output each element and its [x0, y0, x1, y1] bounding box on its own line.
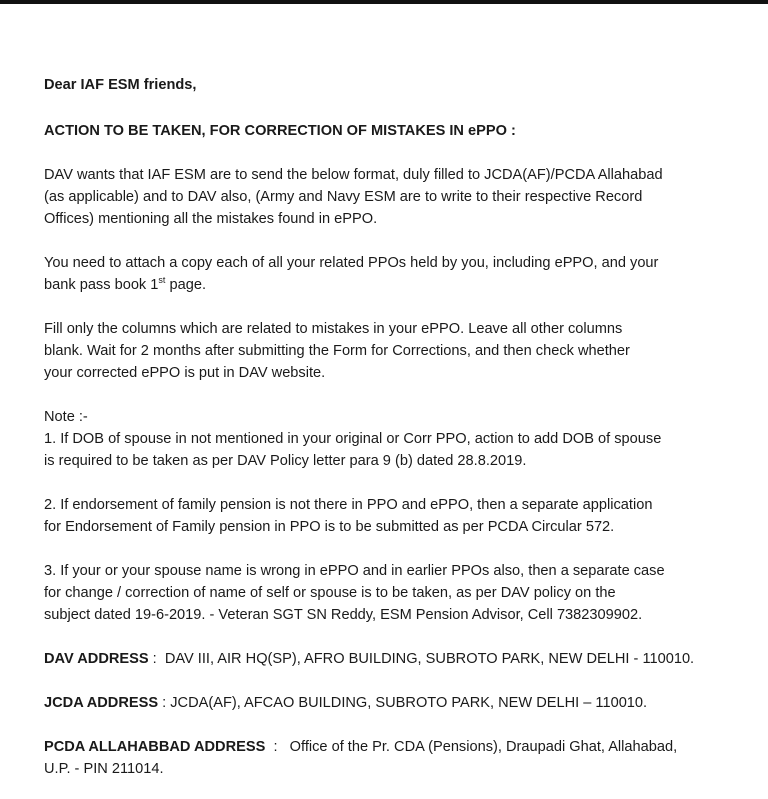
pcda-address-separator: :	[265, 739, 290, 755]
note3-line3: subject dated 19-6-2019. - Veteran SGT SN Reddy, ESM Pension Advisor, Cell 7382309902.	[44, 607, 643, 623]
jcda-address	[44, 693, 647, 715]
para3-line2: blank. Wait for 2 months after submitting the Form for Corrections, and then check whether	[44, 343, 630, 359]
pcda-address-value-line1: Office of the Pr. CDA (Pensions), Draupadi Ghat, Allahabad,	[289, 739, 678, 755]
heading: ACTION TO BE TAKEN, FOR CORRECTION OF MISTAKES IN ePPO :	[44, 123, 516, 139]
para2-line2	[44, 275, 206, 297]
para2-line2-end: page.	[165, 277, 206, 293]
para3-line3: your corrected ePPO is put in DAV website.	[44, 365, 326, 381]
para2-line1: You need to attach a copy each of all your related PPOs held by you, including ePPO, and your	[44, 255, 659, 271]
note3-line1: 3. If your or your spouse name is wrong in ePPO and in earlier PPOs also, then a separate case	[44, 563, 665, 579]
para1-line2: (as applicable) and to DAV also, (Army and Navy ESM are to write to their respective Record	[44, 189, 643, 205]
note1-line1: 1. If DOB of spouse in not mentioned in your original or Corr PPO, action to add DOB of spouse	[44, 431, 662, 447]
greeting: Dear IAF ESM friends,	[44, 77, 197, 93]
jcda-address-value: JCDA(AF), AFCAO BUILDING, SUBROTO PARK, NEW DELHI – 110010.	[170, 695, 648, 711]
dav-address-label: DAV ADDRESS	[44, 651, 149, 667]
pcda-address-line2: U.P. - PIN 211014.	[44, 761, 164, 777]
note2-line1: 2. If endorsement of family pension is not there in PPO and ePPO, then a separate application	[44, 497, 653, 513]
jcda-address-separator: :	[158, 695, 171, 711]
pcda-address	[44, 737, 677, 759]
note1-line2: is required to be taken as per DAV Policy letter para 9 (b) dated 28.8.2019.	[44, 453, 527, 469]
dav-address-value: DAV III, AIR HQ(SP), AFRO BUILDING, SUBROTO PARK, NEW DELHI - 110010.	[164, 651, 695, 667]
para1-line3: Offices) mentioning all the mistakes found in ePPO.	[44, 211, 378, 227]
pcda-address-label: PCDA ALLAHABBAD ADDRESS	[44, 739, 266, 755]
superscript: st	[158, 275, 166, 285]
para3-line1: Fill only the columns which are related to mistakes in your ePPO. Leave all other columns	[44, 321, 623, 337]
note2-line2: for Endorsement of Family pension in PPO is to be submitted as per PCDA Circular 572.	[44, 519, 615, 535]
dav-address-separator: :	[148, 651, 165, 667]
note3-line2: for change / correction of name of self or spouse is to be taken, as per DAV policy on the	[44, 585, 616, 601]
dav-address	[44, 649, 694, 671]
para2-line2-text: bank pass book 1	[44, 277, 159, 293]
note-heading: Note :-	[44, 409, 88, 425]
para1-line1: DAV wants that IAF ESM are to send the below format, duly filled to JCDA(AF)/PCDA Allahabad	[44, 167, 663, 183]
top-border	[0, 0, 768, 4]
jcda-address-label: JCDA ADDRESS	[44, 695, 159, 711]
